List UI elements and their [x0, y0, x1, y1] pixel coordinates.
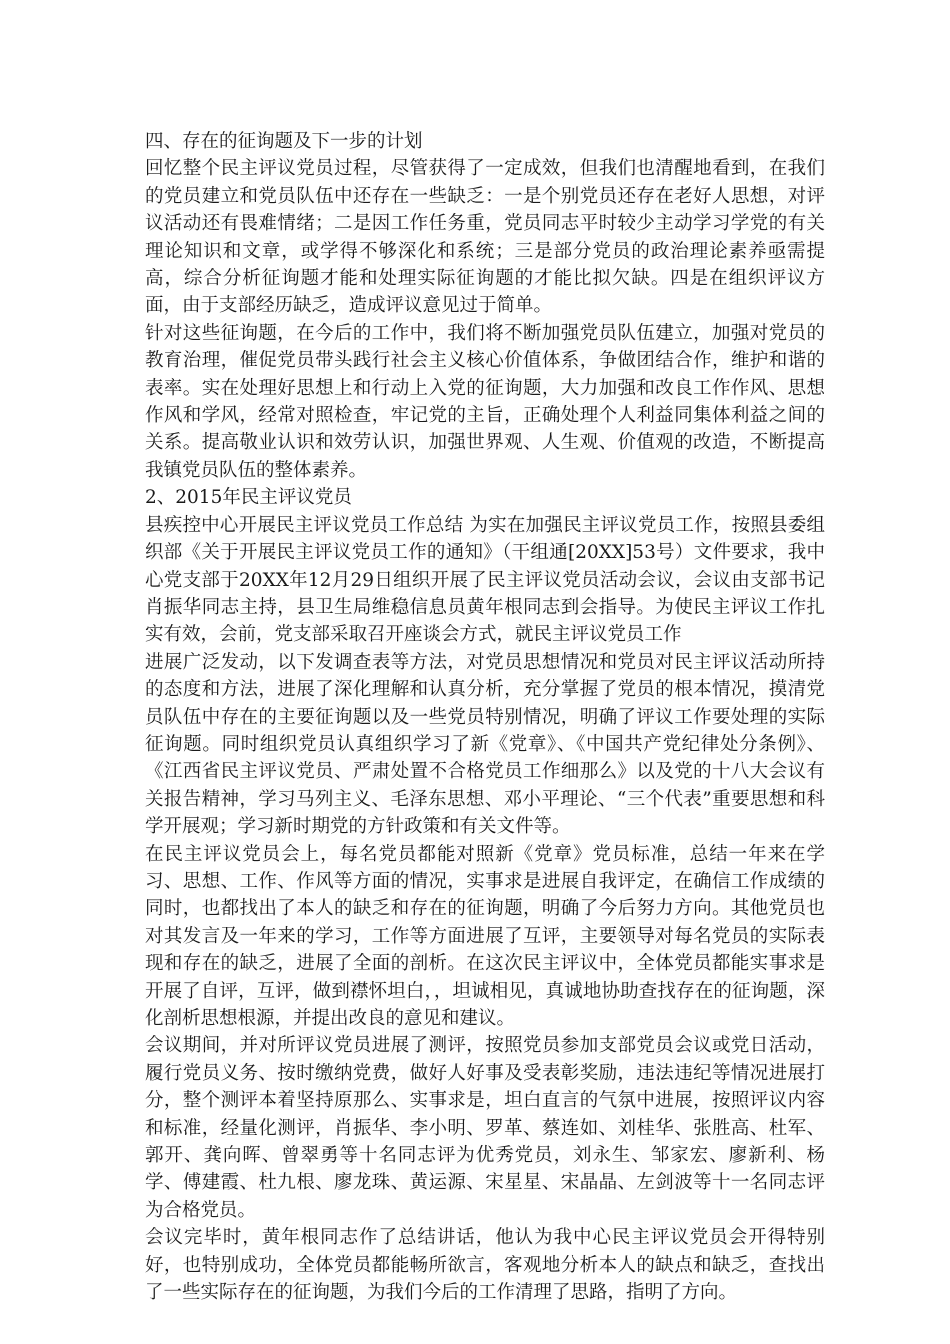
paragraph-plan: 针对这些征询题，在今后的工作中，我们将不断加强党员队伍建立，加强对党员的教育治理，催促党员带头践行社会主义核心价值体系，争做团结合作，维护和谐的表率。实在处理好思想上和行动上入党的征询题，大力加强和改良工作作风、思想作风和学风，经常对照检查，牢记党的主旨，正确处理个人利益同集体利益之间的关系。提高敬业认识和效劳认识，加强世界观、人生观、价值观的改造，不断提高我镇党员队伍的整体素养。: [145, 322, 825, 481]
paragraph-cdc-summary: 县疾控中心开展民主评议党员工作总结 为实在加强民主评议党员工作，按照县委组织部《关于开展民主评议党员工作的通知》（干组通[20XX]53号）文件要求，我中心党支部于20XX年12月29日组织开展了民主评议党员活动会议，会议由支部书记肖振华同志主持，县卫生局维稳信息员黄年根同志到会指导。为使民主评议工作扎实有效，会前，党支部采取召开座谈会方式，就民主评议党员工作: [145, 514, 825, 646]
paragraph-mobilization: 进展广泛发动，以下发调查表等方法，对党员思想情况和党员对民主评议活动所持的态度和方法，进展了深化理解和认真分析，充分掌握了党员的根本情况，摸清党员队伍中存在的主要征询题以及一些党员特别情况，明确了评议工作要处理的实际征询题。同时组织党员认真组织学习了新《党章》、《中国共产党纪律处分条例》、《江西省民主评议党员、严肃处置不合格党员工作细那么》以及党的十八大会议有关报告精神，学习马列主义、毛泽东思想、邓小平理论、“三个代表”重要思想和科学开展观；学习新时期党的方针政策和有关文件等。: [145, 651, 825, 838]
document-body: [145, 128, 825, 1306]
section-heading-2: 2、2015年民主评议党员: [145, 487, 352, 509]
paragraph-conclusion: 会议完毕时，黄年根同志作了总结讲话，他认为我中心民主评议党员会开得特别好，也特别成功，全体党员都能畅所欲言，客观地分析本人的缺点和缺乏，查找出了一些实际存在的征询题，为我们今后的工作清理了思路，指明了方向。: [145, 1227, 825, 1304]
paragraph-reflection: 回忆整个民主评议党员过程，尽管获得了一定成效，但我们也清醒地看到，在我们的党员建立和党员队伍中还存在一些缺乏：一是个别党员还存在老好人思想，对评议活动还有畏难情绪；二是因工作任务重，党员同志平时较少主动学习学党的有关理论知识和文章，或学得不够深化和系统；三是部分党员的政治理论素养亟需提高，综合分析征询题才能和处理实际征询题的才能比拟欠缺。四是在组织评议方面，由于支部经历缺乏，造成评议意见过于简单。: [145, 158, 825, 317]
paragraph-meeting: 在民主评议党员会上，每名党员都能对照新《党章》党员标准，总结一年来在学习、思想、工作、作风等方面的情况，实事求是进展自我评定，在确信工作成绩的同时，也都找出了本人的缺乏和存在的征询题，明确了今后努力方向。其他党员也对其发言及一年来的学习，工作等方面进展了互评，主要领导对每名党员的实际表现和存在的缺乏，进展了全面的剖析。在这次民主评议中，全体党员都能实事求是开展了自评，互评，做到襟怀坦白，，坦诚相见，真诚地协助查找存在的征询题，深化剖析思想根源，并提出改良的意见和建议。: [145, 843, 825, 1029]
paragraph-evaluation: 会议期间，并对所评议党员进展了测评，按照党员参加支部党员会议或党日活动，履行党员义务、按时缴纳党费，做好人好事及受表彰奖励，违法违纪等情况进展打分，整个测评本着坚持原那么、实事求是，坦白直言的气氛中进展，按照评议内容和标准，经量化测评，肖振华、李小明、罗革、蔡连如、刘桂华、张胜高、杜军、郭开、龚向晖、曾翠勇等十名同志评为优秀党员，刘永生、邹家宏、廖新利、杨学、傅建霞、杜九根、廖龙珠、黄运源、宋星星、宋晶晶、左剑波等十一名同志评为合格党员。: [145, 1035, 825, 1221]
section-heading-4: 四、存在的征询题及下一步的计划: [145, 131, 423, 152]
